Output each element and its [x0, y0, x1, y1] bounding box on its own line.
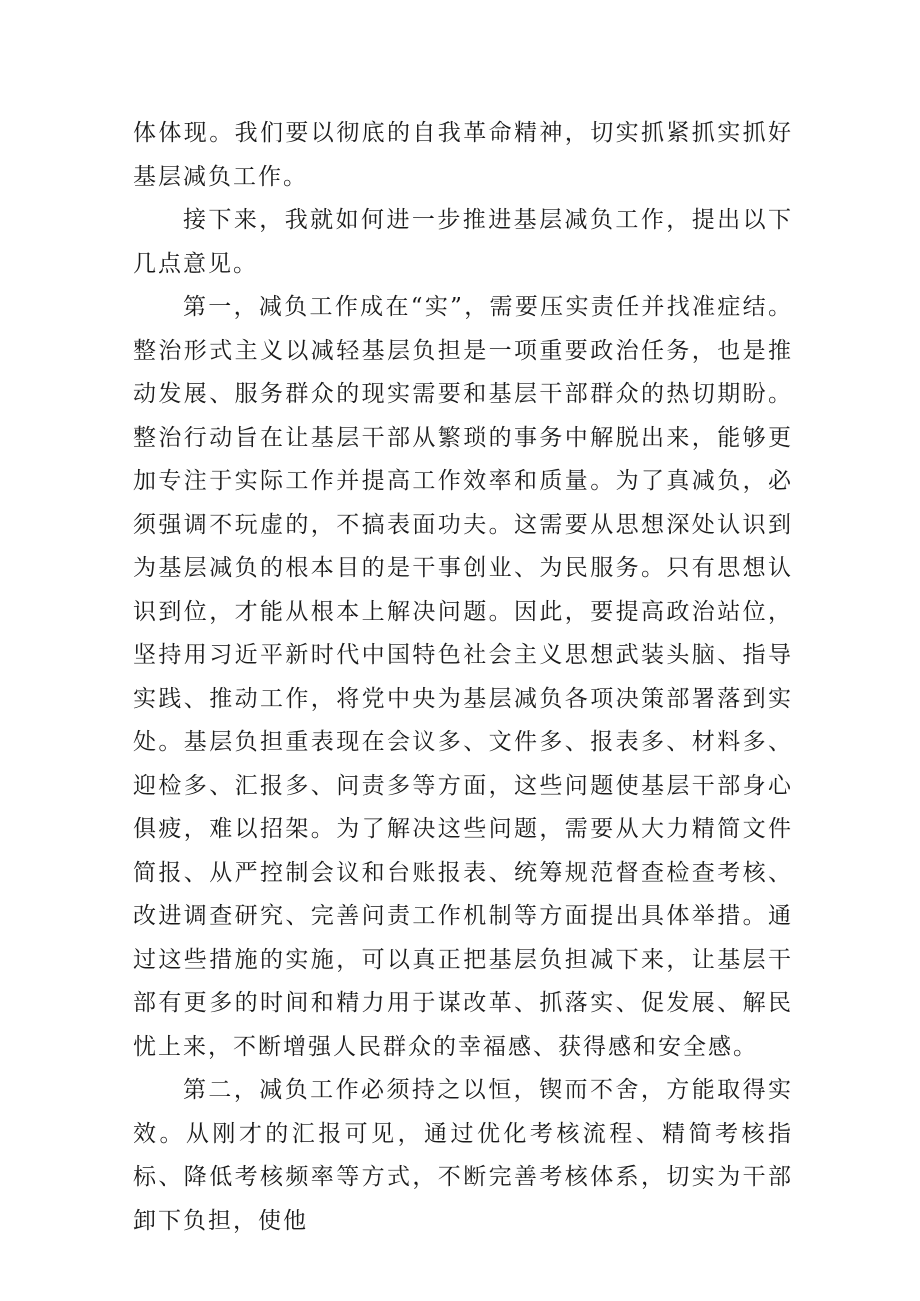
body-text — [133, 112, 793, 1243]
paragraph-continuation: 体体现。我们要以彻底的自我革命精神，切实抓紧抓实抓好基层减负工作。 — [133, 120, 793, 190]
paragraph-first-point: 第一，减负工作成在“实”，需要压实责任并找准症结。整治形式主义以减轻基层负担是一项重要政治任务，也是推动发展、服务群众的现实需要和基层干部群众的热切期盼。整治行动旨在让基层干部从繁琐的事务中解脱出来，能够更加专注于实际工作并提高工作效率和质量。为了真减负，必须强调不玩虚的，不搞表面功夫。这需要从思想深处认识到为基层减负的根本目的是干事创业、为民服务。只有思想认识到位，才能从根本上解决问题。因此，要提高政治站位，坚持用习近平新时代中国特色社会主义思想武装头脑、指导实践、推动工作，将党中央为基层减负各项决策部署落到实处。基层负担重表现在会议多、文件多、报表多、材料多、迎检多、汇报多、问责多等方面，这些问题使基层干部身心俱疲，难以招架。为了解决这些问题，需要从大力精简文件简报、从严控制会议和台账报表、统筹规范督查检查考核、改进调查研究、完善问责工作机制等方面提出具体举措。通过这些措施的实施，可以真正把基层负担减下来，让基层干部有更多的时间和精力用于谋改革、抓落实、促发展、解民忧上来，不断增强人民群众的幸福感、获得感和安全感。 — [133, 294, 793, 1060]
paragraph-intro: 接下来，我就如何进一步推进基层减负工作，提出以下几点意见。 — [133, 207, 793, 277]
paragraph-second-point: 第二，减负工作必须持之以恒，锲而不舍，方能取得实效。从刚才的汇报可见，通过优化考核流程、精简考核指标、降低考核频率等方式，不断完善考核体系，切实为干部卸下负担，使他 — [133, 1077, 793, 1234]
